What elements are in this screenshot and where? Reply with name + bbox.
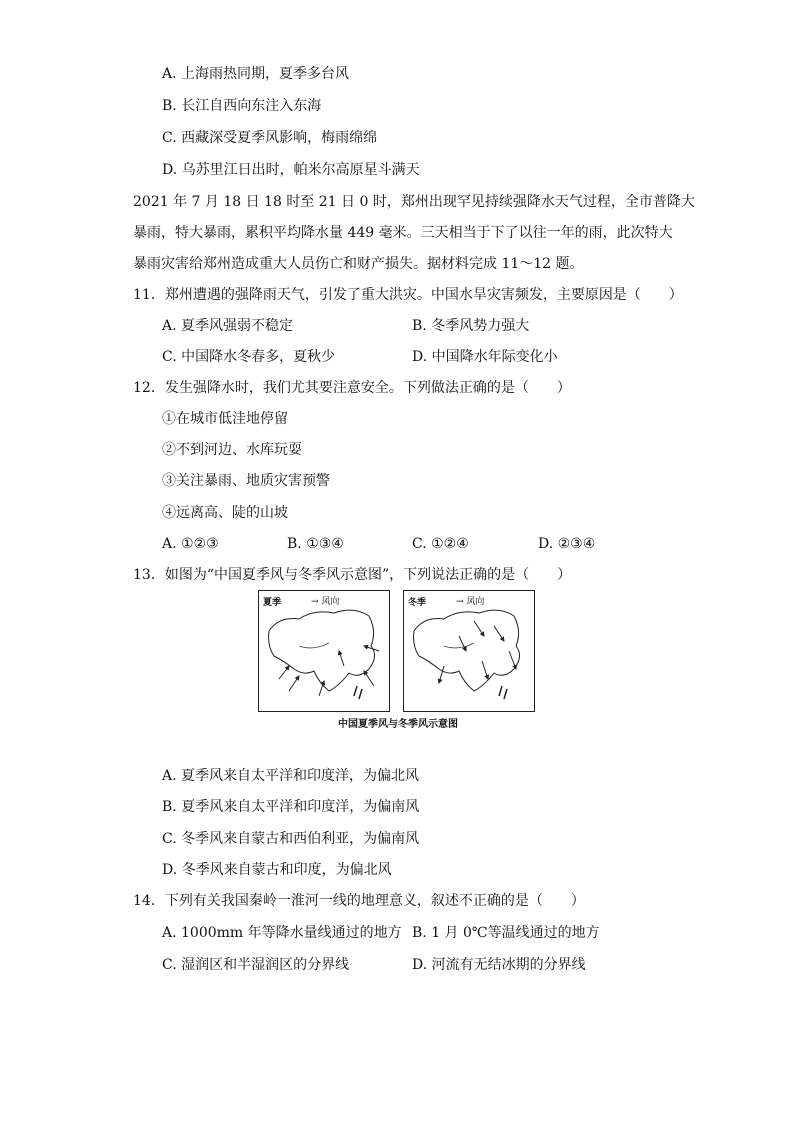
winter-map-drawing: [404, 591, 534, 711]
summer-monsoon-map: [258, 590, 390, 712]
q13-stem: 13．如图为“中国夏季风与冬季风示意图”，下列说法正确的是（ ）: [133, 567, 572, 583]
passage-line-3: 暴雨灾害给郑州造成重大人员伤亡和财产损失。据材料完成 11～12 题。: [133, 256, 584, 272]
q11-option-a: A. 夏季风强弱不稳定: [162, 318, 294, 334]
q12-option-d: D. ②③④: [538, 536, 596, 552]
q12-item-2: ②不到河边、水库玩耍: [162, 442, 302, 458]
q10-option-d: D. 乌苏里江日出时，帕米尔高原星斗满天: [162, 162, 420, 178]
q14-option-b: B. 1 月 0℃等温线通过的地方: [412, 925, 600, 941]
winter-label: 冬季: [408, 598, 427, 608]
summer-map-drawing: [259, 591, 389, 711]
q12-item-4: ④远离高、陡的山坡: [162, 505, 288, 521]
q12-option-b: B. ①③④: [287, 536, 344, 552]
wind-legend-winter: → 风向: [456, 597, 485, 607]
q14-option-c: C. 湿润区和半湿润区的分界线: [162, 957, 350, 973]
q13-option-a: A. 夏季风来自太平洋和印度洋，为偏北风: [162, 768, 420, 784]
q11-option-b: B. 冬季风势力强大: [412, 318, 530, 334]
q10-option-a: A. 上海雨热同期，夏季多台风: [162, 66, 350, 82]
q11-option-d: D. 中国降水年际变化小: [412, 349, 558, 365]
summer-label: 夏季: [263, 598, 282, 608]
q14-option-a: A. 1000mm 年等降水量线通过的地方: [162, 925, 402, 941]
q14-stem: 14．下列有关我国秦岭一淮河一线的地理意义，叙述不正确的是（ ）: [133, 893, 585, 909]
figure-caption: 中国夏季风与冬季风示意图: [338, 719, 458, 730]
q13-option-b: B. 夏季风来自太平洋和印度洋，为偏南风: [162, 799, 420, 815]
q10-option-c: C. 西藏深受夏季风影响，梅雨绵绵: [162, 130, 378, 146]
wind-legend: → 风向: [311, 597, 340, 607]
passage-line-1: 2021 年 7 月 18 日 18 时至 21 日 0 时，郑州出现罕见持续强降水天气过程，全市普降大: [133, 194, 695, 210]
q11-option-c: C. 中国降水冬春多，夏秋少: [162, 349, 336, 365]
q14-option-d: D. 河流有无结冰期的分界线: [412, 957, 586, 973]
q12-option-a: A. ①②③: [162, 536, 219, 552]
q10-option-b: B. 长江自西向东注入东海: [162, 98, 322, 114]
q12-item-3: ③关注暴雨、地质灾害预警: [162, 473, 330, 489]
winter-monsoon-map: [403, 590, 535, 712]
q12-option-c: C. ①②④: [412, 536, 469, 552]
passage-line-2: 暴雨，特大暴雨，累积平均降水量 449 毫米。三天相当于下了以往一年的雨，此次特大: [133, 225, 673, 241]
q13-option-c: C. 冬季风来自蒙古和西伯利亚，为偏南风: [162, 831, 420, 847]
q11-stem: 11．郑州遭遇的强降雨天气，引发了重大洪灾。中国水旱灾害频发，主要原因是（ ）: [133, 287, 683, 303]
q13-option-d: D. 冬季风来自蒙古和印度，为偏北风: [162, 862, 392, 878]
q12-item-1: ①在城市低洼地停留: [162, 411, 288, 427]
q12-stem: 12．发生强降水时，我们尤其要注意安全。下列做法正确的是（ ）: [133, 380, 571, 396]
monsoon-figure: [258, 590, 538, 735]
